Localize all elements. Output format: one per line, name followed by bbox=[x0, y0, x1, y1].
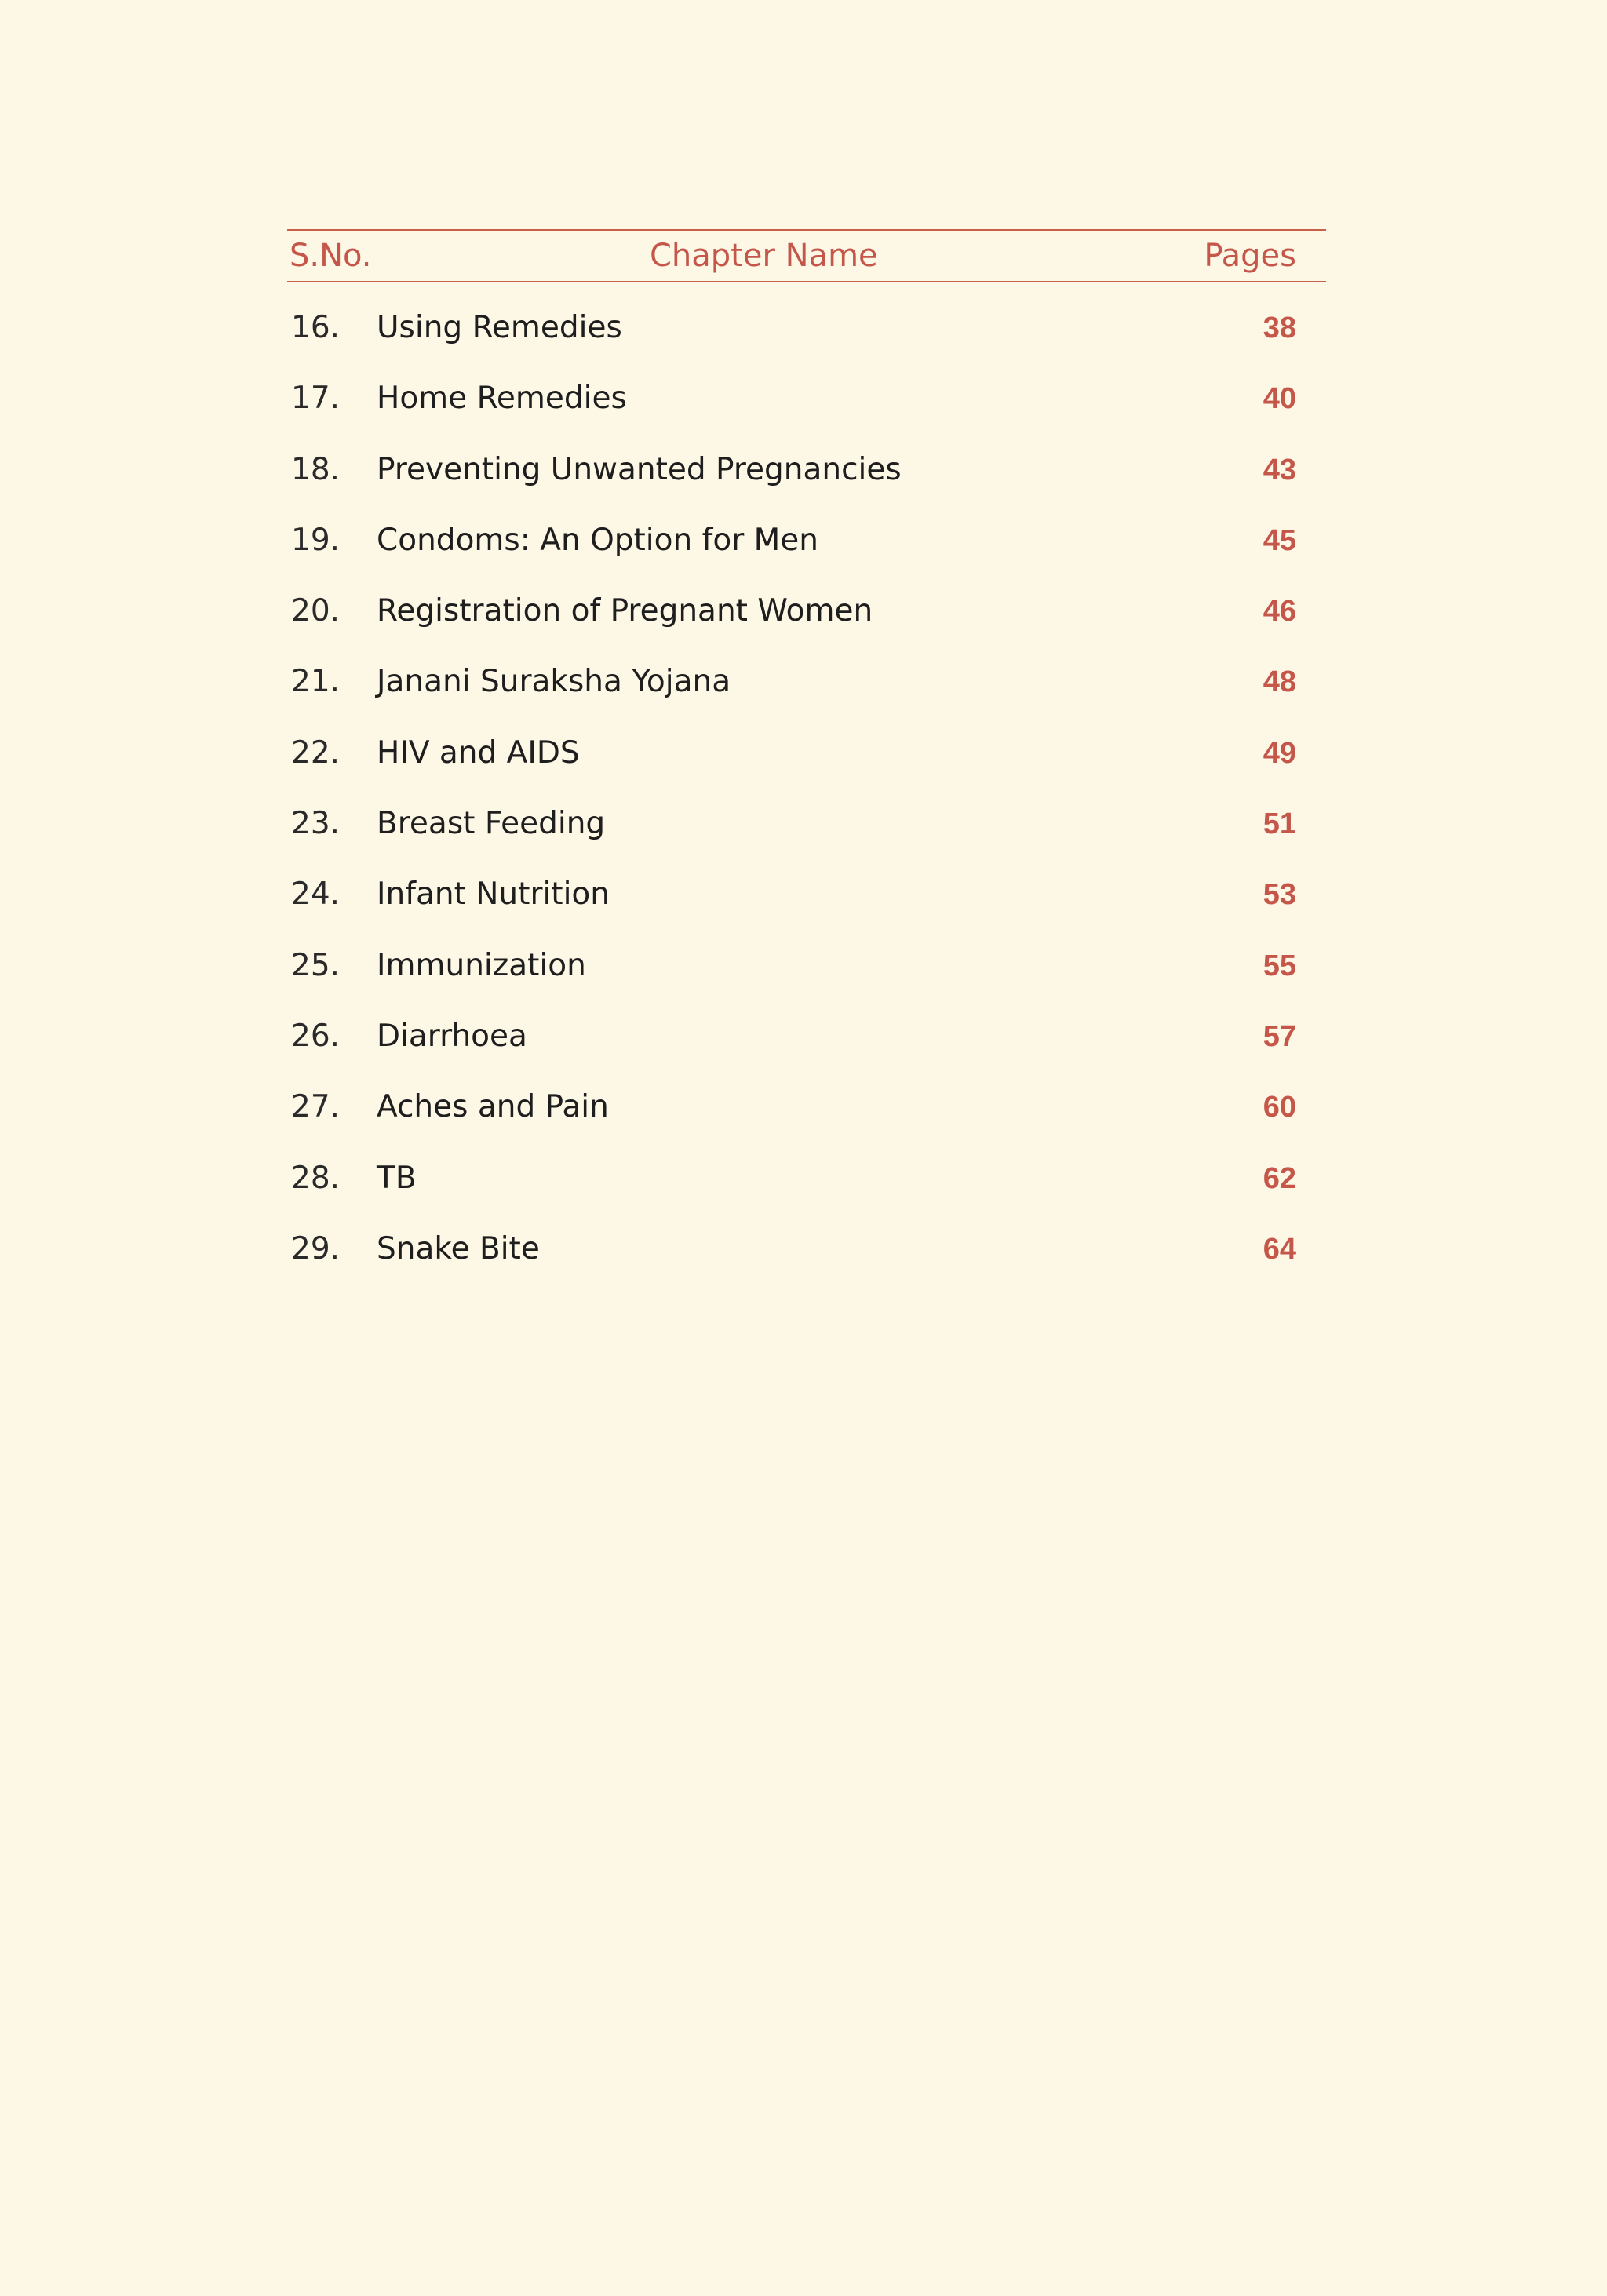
chapter-title: Infant Nutrition bbox=[377, 876, 610, 913]
chapter-title: Breast Feeding bbox=[377, 806, 606, 842]
chapter-number: 16. bbox=[291, 310, 341, 345]
chapter-page: 45 bbox=[1263, 523, 1296, 557]
chapter-title: Immunization bbox=[377, 947, 586, 983]
chapter-number: 21. bbox=[291, 664, 341, 700]
chapter-row[interactable] bbox=[287, 939, 1326, 1010]
chapter-page: 51 bbox=[1263, 807, 1296, 841]
header-chapter-name: Chapter Name bbox=[650, 238, 878, 274]
chapter-row[interactable] bbox=[287, 727, 1326, 797]
chapter-number: 27. bbox=[291, 1089, 341, 1125]
chapter-page: 49 bbox=[1263, 736, 1296, 770]
chapter-title: Preventing Unwanted Pregnancies bbox=[377, 451, 902, 487]
chapter-title: Condoms: An Option for Men bbox=[377, 522, 819, 558]
chapter-page: 64 bbox=[1263, 1232, 1296, 1266]
chapter-number: 19. bbox=[291, 522, 341, 558]
chapter-page: 55 bbox=[1263, 949, 1296, 982]
chapter-number: 18. bbox=[291, 451, 341, 487]
chapter-number: 22. bbox=[291, 734, 341, 771]
chapter-number: 29. bbox=[291, 1230, 341, 1266]
chapter-page: 38 bbox=[1263, 312, 1296, 344]
chapter-row[interactable] bbox=[287, 443, 1326, 514]
chapter-number: 28. bbox=[291, 1160, 341, 1196]
chapter-page: 48 bbox=[1263, 665, 1296, 699]
table-of-contents bbox=[287, 229, 1326, 1266]
chapter-title: TB bbox=[377, 1160, 417, 1196]
chapter-page: 40 bbox=[1263, 382, 1296, 416]
chapter-page: 62 bbox=[1263, 1161, 1296, 1195]
chapter-title: Diarrhoea bbox=[377, 1018, 527, 1054]
toc-header bbox=[287, 229, 1326, 282]
chapter-page: 57 bbox=[1263, 1019, 1296, 1053]
chapter-number: 24. bbox=[291, 876, 341, 913]
chapter-title: HIV and AIDS bbox=[377, 734, 580, 771]
chapter-number: 26. bbox=[291, 1018, 341, 1054]
chapter-row[interactable] bbox=[287, 1223, 1326, 1293]
chapter-page: 60 bbox=[1263, 1091, 1296, 1124]
chapter-row[interactable] bbox=[287, 585, 1326, 655]
chapter-row[interactable] bbox=[287, 1152, 1326, 1223]
chapter-title: Aches and Pain bbox=[377, 1089, 609, 1125]
chapter-title: Home Remedies bbox=[377, 381, 627, 417]
chapter-row[interactable] bbox=[287, 797, 1326, 868]
chapter-page: 43 bbox=[1263, 453, 1296, 487]
chapter-page: 46 bbox=[1263, 595, 1296, 629]
chapter-number: 17. bbox=[291, 381, 341, 417]
header-sno: S.No. bbox=[290, 238, 372, 274]
chapter-title: Snake Bite bbox=[377, 1230, 540, 1266]
chapter-row[interactable] bbox=[287, 655, 1326, 726]
chapter-number: 20. bbox=[291, 593, 341, 629]
chapter-row[interactable] bbox=[287, 301, 1326, 372]
chapter-title: Janani Suraksha Yojana bbox=[377, 664, 731, 700]
chapter-number: 25. bbox=[291, 947, 341, 983]
chapter-title: Registration of Pregnant Women bbox=[377, 593, 873, 629]
chapter-number: 23. bbox=[291, 806, 341, 842]
chapter-row[interactable] bbox=[287, 868, 1326, 938]
chapter-row[interactable] bbox=[287, 372, 1326, 443]
chapter-row[interactable] bbox=[287, 1081, 1326, 1151]
chapter-row[interactable] bbox=[287, 514, 1326, 585]
chapter-list bbox=[287, 301, 1326, 1293]
chapter-row[interactable] bbox=[287, 1010, 1326, 1081]
header-pages: Pages bbox=[1204, 238, 1296, 274]
chapter-title: Using Remedies bbox=[377, 310, 622, 345]
chapter-page: 53 bbox=[1263, 878, 1296, 912]
